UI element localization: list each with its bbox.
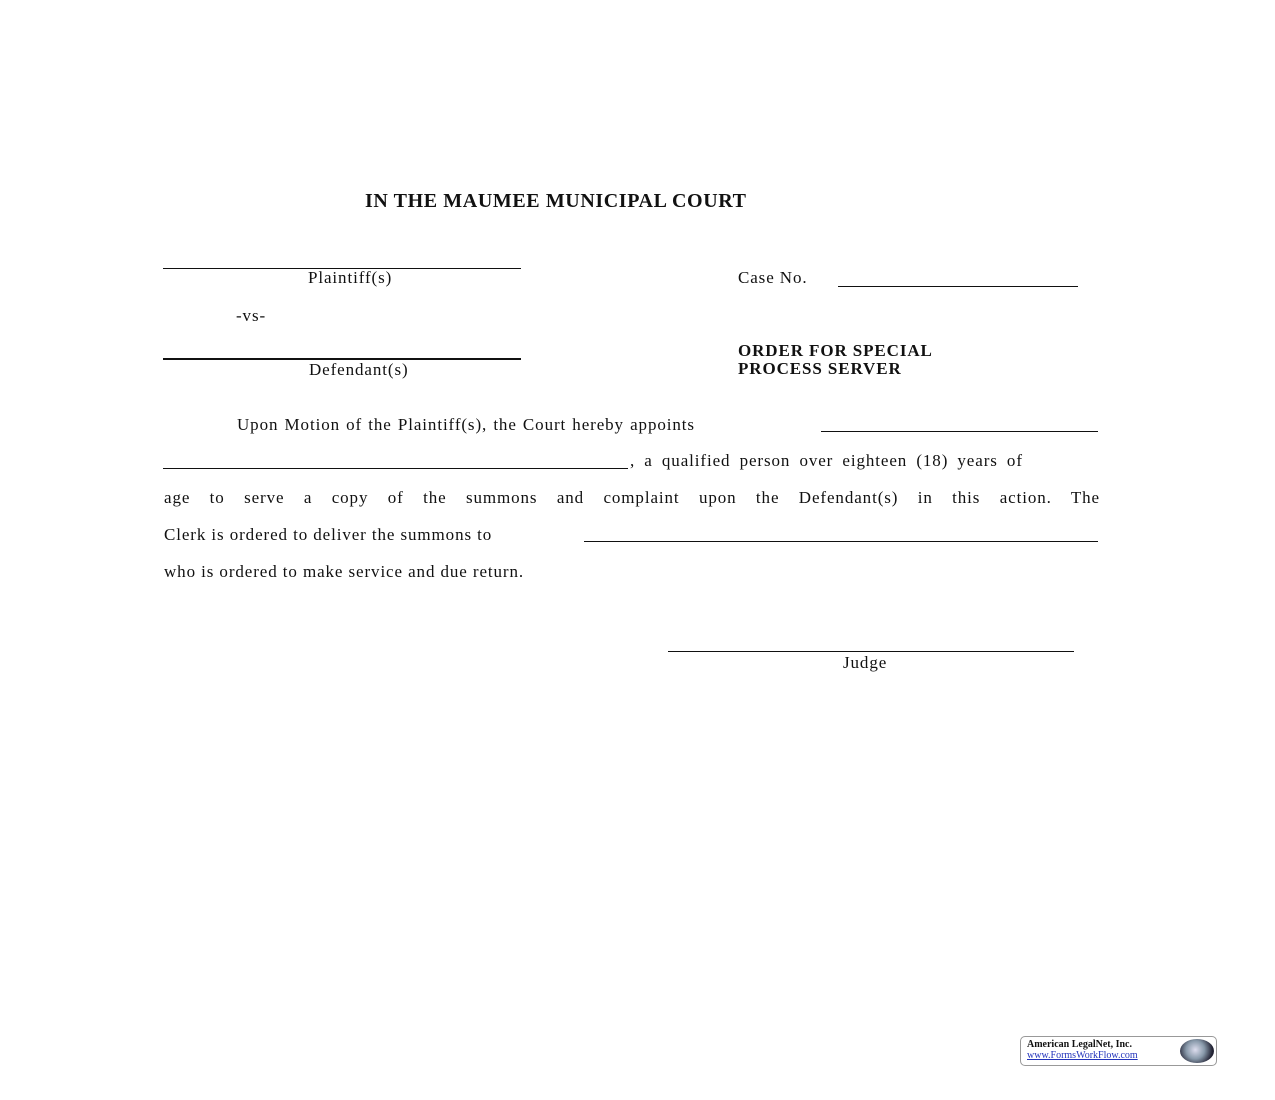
order-title-line2: PROCESS SERVER [738,359,902,378]
plaintiff-label: Plaintiff(s) [308,268,393,287]
globe-icon [1180,1039,1214,1063]
body-line-5: who is ordered to make service and due return. [164,562,525,581]
deliver-to-field[interactable] [584,541,1098,542]
logo-url-link[interactable]: www.FormsWorkFlow.com [1027,1050,1138,1061]
vs-label: -vs- [236,306,267,325]
appointee-field-cont[interactable] [163,468,628,469]
body-line-3: age to serve a copy of the summons and complaint upon the Defendant(s) in this action. The [164,488,1100,507]
footer-logo [1020,1036,1217,1066]
logo-company: American LegalNet, Inc. [1027,1039,1132,1050]
defendant-label: Defendant(s) [309,360,409,379]
case-no-field[interactable] [838,286,1078,287]
body-line-1: Upon Motion of the Plaintiff(s), the Court hereby appoints [237,415,695,434]
judge-label: Judge [843,653,888,672]
body-line-4: Clerk is ordered to deliver the summons to [164,525,493,544]
body-line-2: , a qualified person over eighteen (18) years of [630,451,1023,470]
court-title: IN THE MAUMEE MUNICIPAL COURT [365,190,747,212]
appointee-field[interactable] [821,431,1098,432]
case-no-label: Case No. [738,268,808,287]
order-title-line1: ORDER FOR SPECIAL [738,341,933,360]
judge-signature-line[interactable] [668,651,1074,652]
